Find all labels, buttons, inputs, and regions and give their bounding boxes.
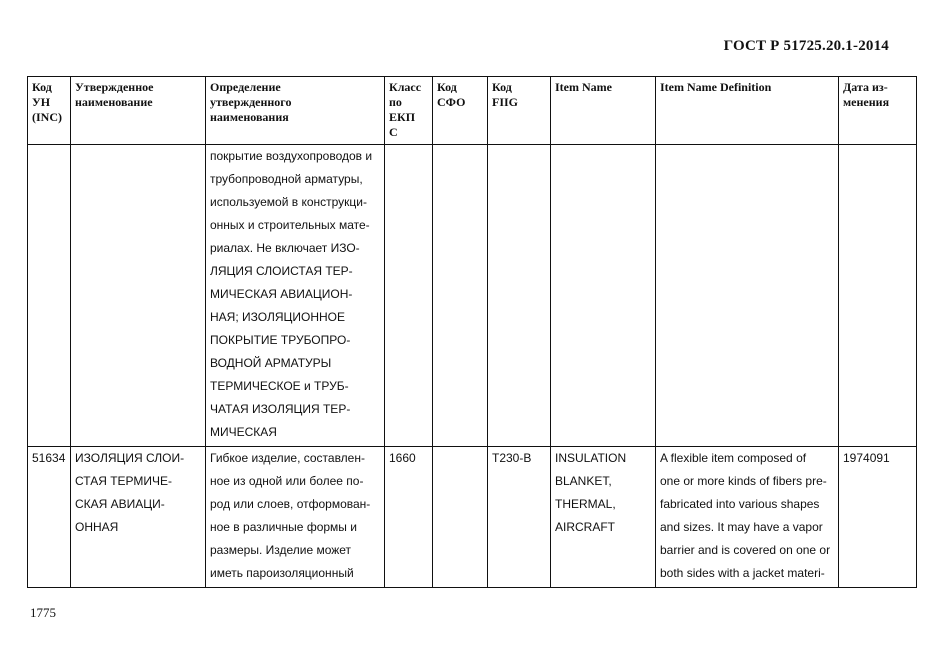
cell-text-line: размеры. Изделие может xyxy=(210,543,352,557)
header-text-line: Код xyxy=(492,80,512,94)
cell-text-line: and sizes. It may have a vapor xyxy=(660,520,823,534)
cell-text-line: ОННАЯ xyxy=(75,520,119,534)
cell-item-name xyxy=(551,447,656,588)
cell-text-line: СТАЯ ТЕРМИЧЕ- xyxy=(75,474,173,488)
cell-text-line: ИЗОЛЯЦИЯ СЛОИ- xyxy=(75,451,185,465)
header-change-date xyxy=(839,77,917,145)
header-item-name-definition xyxy=(656,77,839,145)
cell-text-line: ное из одной или более по- xyxy=(210,474,364,488)
cell-text-line: ПОКРЫТИЕ ТРУБОПРО- xyxy=(210,333,351,347)
cell-approved-name xyxy=(71,145,206,447)
cell-text-line: иметь пароизоляционный xyxy=(210,566,354,580)
cell-sfo-code xyxy=(433,145,488,447)
header-item-name xyxy=(551,77,656,145)
header-ekps-class xyxy=(385,77,433,145)
cell-text-line: ВОДНОЙ АРМАТУРЫ xyxy=(210,356,332,370)
cell-item-name xyxy=(551,145,656,447)
cell-text-line: INSULATION xyxy=(555,451,627,465)
cell-text-line: AIRCRAFT xyxy=(555,520,615,534)
table-row xyxy=(28,447,917,588)
cell-text-line: используемой в конструкци- xyxy=(210,195,367,209)
cell-inc: 51634 xyxy=(28,447,71,588)
header-text-line: FIIG xyxy=(492,95,519,109)
header-text-line: Код xyxy=(32,80,52,94)
header-text-line: Определение xyxy=(210,80,281,94)
header-text-line: С xyxy=(389,125,398,139)
header-name-definition xyxy=(206,77,385,145)
cell-text-line: СКАЯ АВИАЦИ- xyxy=(75,497,165,511)
page-number: 1775 xyxy=(30,605,56,620)
cell-text-line: fabricated into various shapes xyxy=(660,497,820,511)
cell-text-line: МИЧЕСКАЯ xyxy=(210,425,277,439)
header-text-line: (INC) xyxy=(32,110,62,124)
header-text-line: утвержденного xyxy=(210,95,292,109)
cell-text-line: НАЯ; ИЗОЛЯЦИОННОЕ xyxy=(210,310,345,324)
header-text-line: Класс xyxy=(389,80,422,94)
header-text-line: Утвержденное xyxy=(75,80,154,94)
cell-text-line: THERMAL, xyxy=(555,497,616,511)
header-approved-name xyxy=(71,77,206,145)
cell-text-line: покрытие воздухопроводов и xyxy=(210,149,373,163)
cell-text-line: онных и строительных мате- xyxy=(210,218,370,232)
header-text-line: менения xyxy=(843,95,890,109)
cell-name-definition xyxy=(206,447,385,588)
cell-fiig-code: T230-B xyxy=(488,447,551,588)
table-header-row xyxy=(28,77,917,145)
header-sfo-code xyxy=(433,77,488,145)
cell-text-line: риалах. Не включает ИЗО- xyxy=(210,241,360,255)
header-inc xyxy=(28,77,71,145)
header-text-line: Item Name Definition xyxy=(660,80,772,94)
cell-text-line: BLANKET, xyxy=(555,474,612,488)
cell-ekps-class: 1660 xyxy=(385,447,433,588)
cell-approved-name xyxy=(71,447,206,588)
header-fiig-code xyxy=(488,77,551,145)
cell-text-line: ЧАТАЯ ИЗОЛЯЦИЯ ТЕР- xyxy=(210,402,351,416)
document-code: ГОСТ Р 51725.20.1-2014 xyxy=(723,38,889,54)
header-text-line: Код xyxy=(437,80,457,94)
cell-text-line: Гибкое изделие, составлен- xyxy=(210,451,365,465)
cell-sfo-code xyxy=(433,447,488,588)
cell-ekps-class xyxy=(385,145,433,447)
cell-text-line: трубопроводной арматуры, xyxy=(210,172,363,186)
cell-name-definition xyxy=(206,145,385,447)
header-text-line: Дата из- xyxy=(843,80,888,94)
cell-text-line: ТЕРМИЧЕСКОЕ и ТРУБ- xyxy=(210,379,349,393)
header-text-line: СФО xyxy=(437,95,466,109)
cell-item-name-definition xyxy=(656,145,839,447)
header-text-line: по xyxy=(389,95,402,109)
cell-text-line: род или слоев, отформован- xyxy=(210,497,371,511)
cell-fiig-code xyxy=(488,145,551,447)
header-text-line: ЕКП xyxy=(389,110,416,124)
cell-text-line: barrier and is covered on one or xyxy=(660,543,831,557)
cell-text-line: both sides with a jacket materi- xyxy=(660,566,825,580)
header-text-line: наименование xyxy=(75,95,153,109)
cell-change-date xyxy=(839,145,917,447)
cell-text-line: ЛЯЦИЯ СЛОИСТАЯ ТЕР- xyxy=(210,264,353,278)
header-text-line: наименования xyxy=(210,110,289,124)
cell-text-line: ное в различные формы и xyxy=(210,520,357,534)
cell-text-line: A flexible item composed of xyxy=(660,451,807,465)
catalog-table xyxy=(27,76,917,588)
cell-item-name-definition xyxy=(656,447,839,588)
table-row xyxy=(28,145,917,447)
cell-text-line: one or more kinds of fibers pre- xyxy=(660,474,827,488)
cell-change-date: 1974091 xyxy=(839,447,917,588)
cell-text-line: МИЧЕСКАЯ АВИАЦИОН- xyxy=(210,287,353,301)
header-text-line: УН xyxy=(32,95,51,109)
header-text-line: Item Name xyxy=(555,80,612,94)
cell-inc xyxy=(28,145,71,447)
